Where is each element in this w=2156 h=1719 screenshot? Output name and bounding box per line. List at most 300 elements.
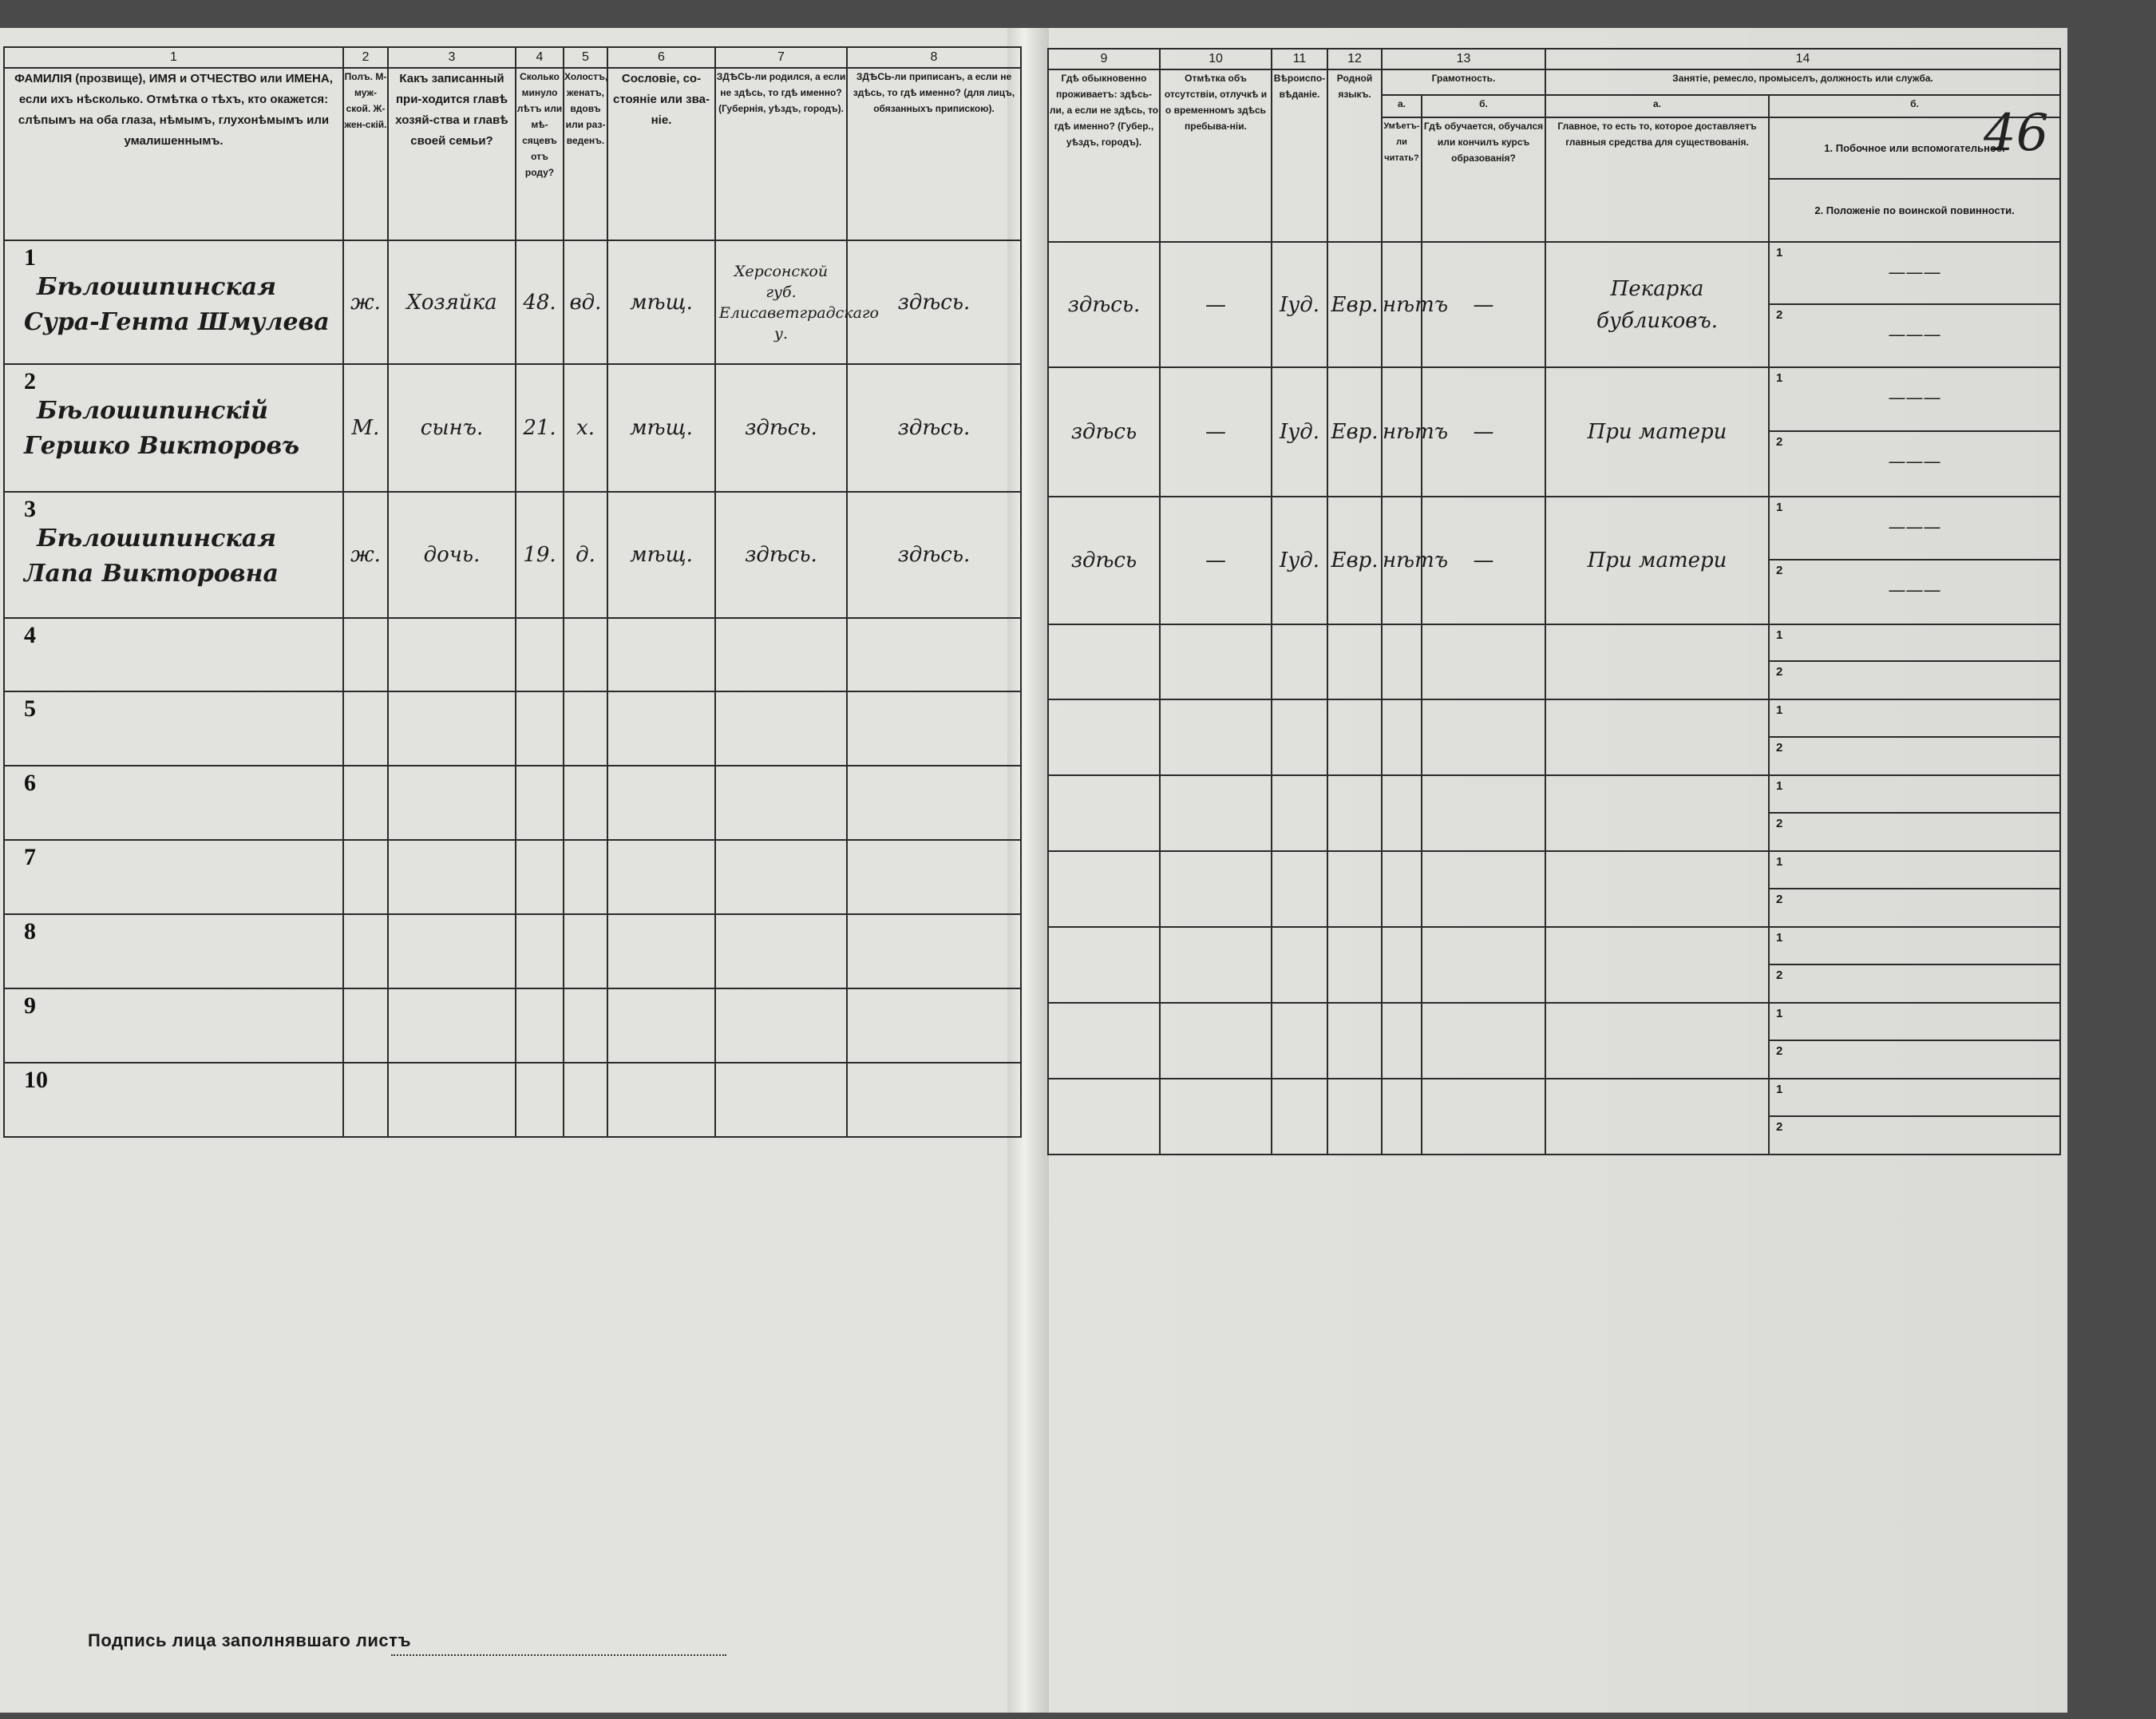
secondary-cell	[1769, 1079, 2060, 1155]
language-cell	[1327, 775, 1382, 851]
occupation-cell	[1545, 1003, 1769, 1079]
col-number: 6	[607, 47, 715, 68]
header-birthplace: ЗДѢСЬ-ли родился, а если не здѣсь, то гдѣ именно? (Губернія, уѣздъ, городъ).	[715, 68, 847, 240]
right-column-numbers	[1048, 49, 2060, 69]
age-cell	[516, 840, 564, 914]
age-cell	[516, 914, 564, 988]
literate-cell	[1382, 624, 1422, 699]
side-occupation-slot	[1770, 700, 2059, 738]
name-cell	[4, 492, 343, 618]
military-status-value: ———	[1888, 580, 1941, 600]
marital-cell	[564, 914, 607, 988]
registered-cell	[847, 1063, 1021, 1137]
military-status-slot	[1770, 560, 2059, 624]
language-cell	[1327, 927, 1382, 1003]
col-number: 4	[516, 47, 564, 68]
registered-value: здѣсь.	[897, 543, 971, 567]
birthplace-value: здѣсь.	[745, 543, 817, 567]
residence-cell	[1048, 927, 1160, 1003]
estate-cell	[607, 691, 715, 766]
residence-cell	[1048, 1003, 1160, 1079]
header-name: ФАМИЛІЯ (прозвище), ИМЯ и ОТЧЕСТВО или ИМЕНА, если ихъ нѣсколько. Отмѣтка о тѣхъ, кто окажется: слѣпымъ на оба глаза, нѣмымъ, глухонѣмымъ или умалишеннымъ.	[4, 68, 343, 240]
language-cell	[1327, 699, 1382, 775]
table-row	[1048, 497, 2060, 624]
table-row	[1048, 367, 2060, 497]
residence-value: здѣсь.	[1067, 292, 1141, 317]
residence-cell	[1048, 1079, 1160, 1155]
col-number: 2	[343, 47, 388, 68]
registered-cell	[847, 492, 1021, 618]
relation-cell	[388, 691, 516, 766]
sub-label: 1	[1776, 779, 1783, 793]
age-cell	[516, 364, 564, 492]
occupation-cell	[1545, 624, 1769, 699]
name-cell	[4, 240, 343, 364]
registered-value: здѣсь.	[897, 290, 971, 315]
education-cell	[1422, 1079, 1545, 1155]
military-status-slot	[1770, 738, 2059, 775]
occupation-cell	[1545, 775, 1769, 851]
table-row	[1048, 242, 2060, 367]
header-can-read: Умѣетъ-ли читать?	[1382, 117, 1422, 242]
left-page-table	[3, 46, 1022, 1138]
table-row	[1048, 1079, 2060, 1155]
registered-cell	[847, 914, 1021, 988]
row-number: 10	[24, 1067, 48, 1093]
age-cell	[516, 618, 564, 691]
marital-value: д.	[576, 543, 595, 567]
header-occupation-b-label: б.	[1769, 95, 2060, 117]
col-number: 7	[715, 47, 847, 68]
table-row	[4, 914, 1021, 988]
col-number: 9	[1048, 49, 1160, 69]
birthplace-value: здѣсь.	[745, 416, 817, 440]
header-literacy-b-label: б.	[1422, 95, 1545, 117]
sex-value: М.	[351, 416, 380, 440]
occupation-cell	[1545, 242, 1769, 367]
military-status-value: ———	[1888, 452, 1941, 472]
age-value: 21.	[523, 416, 556, 440]
education-cell	[1422, 775, 1545, 851]
relation-value: Хозяйка	[406, 290, 497, 315]
col-number: 10	[1160, 49, 1272, 69]
side-occupation-slot	[1770, 625, 2059, 662]
literate-cell	[1382, 927, 1422, 1003]
marital-cell	[564, 492, 607, 618]
residence-cell	[1048, 699, 1160, 775]
age-cell	[516, 1063, 564, 1137]
marital-value: вд.	[569, 290, 602, 315]
sub-label: 2	[1776, 740, 1783, 755]
relation-cell	[388, 914, 516, 988]
estate-cell	[607, 364, 715, 492]
row-number: 8	[24, 918, 36, 945]
language-cell	[1327, 242, 1382, 367]
row-number: 1	[24, 244, 36, 271]
name-cell	[4, 364, 343, 492]
absence-cell	[1160, 851, 1272, 927]
secondary-cell	[1769, 851, 2060, 927]
registered-cell	[847, 988, 1021, 1063]
sex-cell	[343, 691, 388, 766]
left-header-row	[4, 68, 1021, 240]
sub-label: 1	[1776, 1007, 1783, 1020]
literate-cell	[1382, 775, 1422, 851]
language-cell	[1327, 624, 1382, 699]
religion-cell	[1272, 775, 1327, 851]
age-value: 19.	[523, 543, 556, 567]
sub-label: 2	[1776, 968, 1783, 982]
birthplace-cell	[715, 840, 847, 914]
col-number: 3	[388, 47, 516, 68]
marital-cell	[564, 988, 607, 1063]
religion-cell	[1272, 851, 1327, 927]
literate-cell	[1382, 1003, 1422, 1079]
military-status-slot	[1770, 1041, 2059, 1079]
absence-cell	[1160, 624, 1272, 699]
relation-cell	[388, 364, 516, 492]
table-row	[4, 766, 1021, 840]
surname: Бѣлошипинскій	[37, 397, 268, 425]
relation-cell	[388, 766, 516, 840]
header-occupation: Занятіе, ремесло, промыселъ, должность или служба.	[1545, 69, 2060, 95]
marital-cell	[564, 840, 607, 914]
religion-cell	[1272, 624, 1327, 699]
relation-cell	[388, 840, 516, 914]
military-status-value: ———	[1888, 324, 1941, 345]
sub-label: 2	[1776, 665, 1783, 679]
secondary-cell	[1769, 775, 2060, 851]
age-cell	[516, 691, 564, 766]
side-occupation-slot	[1770, 368, 2059, 432]
birthplace-cell	[715, 914, 847, 988]
side-occupation-value: ———	[1888, 388, 1941, 408]
military-status-slot	[1770, 662, 2059, 699]
row-number: 3	[24, 496, 36, 522]
table-row	[4, 840, 1021, 914]
birthplace-cell	[715, 240, 879, 364]
residence-value: здѣсь	[1070, 549, 1137, 572]
relation-value: сынъ.	[420, 416, 484, 440]
table-row	[1048, 624, 2060, 699]
language-cell	[1327, 1079, 1382, 1155]
literate-cell	[1382, 1079, 1422, 1155]
occupation-cell	[1545, 927, 1769, 1003]
table-row	[1048, 851, 2060, 927]
sub-label: 2	[1776, 816, 1783, 830]
header-sex: Полъ. М-муж-ской. Ж-жен-скій.	[343, 68, 388, 240]
residence-cell	[1048, 851, 1160, 927]
sub-label: 2	[1776, 1119, 1783, 1134]
estate-cell	[607, 988, 715, 1063]
religion-cell	[1272, 497, 1327, 624]
marital-cell	[564, 691, 607, 766]
military-status-slot	[1770, 1117, 2059, 1155]
absence-cell	[1160, 1079, 1272, 1155]
relation-cell	[388, 492, 516, 618]
sub-label: 1	[1776, 855, 1783, 869]
sex-cell	[343, 914, 388, 988]
surname: Бѣлошипинская	[37, 273, 277, 301]
absence-value: —	[1205, 292, 1226, 317]
military-status-slot	[1770, 432, 2059, 496]
marital-cell	[564, 1063, 607, 1137]
military-status-slot	[1770, 889, 2059, 927]
birthplace-value: Херсонской губ. Елисаветградскаго у.	[719, 262, 879, 343]
name-cell	[4, 840, 343, 914]
registered-cell	[847, 364, 1021, 492]
sub-label: 1	[1776, 501, 1783, 514]
sex-cell	[343, 240, 388, 364]
right-page-table	[1047, 48, 2061, 1155]
language-cell	[1327, 497, 1382, 624]
sub-label: 1	[1776, 703, 1783, 717]
header-education: Гдѣ обучается, обучался или кончилъ курсъ образованія?	[1422, 117, 1545, 242]
absence-value: —	[1205, 549, 1226, 572]
language-value: Евр.	[1331, 292, 1379, 317]
sex-value: ж.	[350, 543, 381, 567]
table-row	[4, 691, 1021, 766]
literate-cell	[1382, 367, 1449, 497]
name-cell	[4, 766, 343, 840]
header-religion: Вѣроиспо-вѣданіе.	[1272, 69, 1327, 242]
religion-value: Іуд.	[1279, 292, 1320, 317]
header-literacy: Грамотность.	[1382, 69, 1545, 95]
secondary-cell	[1769, 927, 2060, 1003]
estate-value: мѣщ.	[630, 416, 693, 440]
header-estate: Сословіе, со-стояніе или зва-ніе.	[607, 68, 715, 240]
sex-cell	[343, 618, 388, 691]
birthplace-cell	[715, 1063, 847, 1137]
absence-cell	[1160, 927, 1272, 1003]
residence-cell	[1048, 775, 1160, 851]
literate-cell	[1382, 851, 1422, 927]
birthplace-cell	[715, 691, 847, 766]
language-value: Евр.	[1331, 549, 1379, 572]
occupation-cell	[1545, 699, 1769, 775]
registered-cell	[847, 618, 1021, 691]
sex-cell	[343, 766, 388, 840]
sub-label: 1	[1776, 371, 1783, 385]
secondary-cell	[1769, 1003, 2060, 1079]
row-number: 4	[24, 622, 36, 648]
relation-value: дочь.	[423, 543, 481, 567]
estate-cell	[607, 492, 715, 618]
col-number: 13	[1382, 49, 1545, 69]
education-value: —	[1473, 420, 1494, 444]
page-number: 46	[1984, 104, 2049, 163]
relation-cell	[388, 240, 516, 364]
table-row	[4, 492, 1021, 618]
table-row	[4, 1063, 1021, 1137]
sex-cell	[343, 1063, 388, 1137]
literate-value: нѣтъ	[1383, 292, 1449, 317]
given-names: Гершко Викторовъ	[24, 432, 299, 460]
header-registered: ЗДѢСЬ-ли приписанъ, а если не здѣсь, то гдѣ именно? (для лицъ, обязанныхъ припискою).	[847, 68, 1021, 240]
header-military-status: 2. Положеніе по воинской повинности.	[1814, 204, 2015, 216]
table-row	[4, 364, 1021, 492]
table-row	[1048, 927, 2060, 1003]
table-row	[4, 240, 1021, 364]
estate-cell	[607, 1063, 715, 1137]
education-value: —	[1473, 292, 1494, 317]
residence-cell	[1048, 367, 1160, 497]
religion-cell	[1272, 367, 1327, 497]
side-occupation-slot	[1770, 497, 2059, 560]
marital-value: х.	[576, 416, 595, 440]
right-header-groups	[1048, 69, 2060, 95]
side-occupation-slot	[1770, 776, 2059, 814]
left-column-numbers	[4, 47, 1021, 68]
sub-label: 1	[1776, 1083, 1783, 1096]
relation-cell	[388, 618, 516, 691]
literate-cell	[1382, 497, 1449, 624]
col-number: 12	[1327, 49, 1382, 69]
header-secondary	[1769, 117, 2060, 242]
sub-label: 1	[1776, 246, 1783, 259]
age-cell	[516, 988, 564, 1063]
col-number: 5	[564, 47, 607, 68]
marital-cell	[564, 766, 607, 840]
religion-cell	[1272, 1079, 1327, 1155]
residence-value: здѣсь	[1070, 420, 1137, 444]
header-residence: Гдѣ обыкновенно проживаетъ: здѣсь-ли, а если не здѣсь, то гдѣ именно? (Губер., уѣздъ, городъ).	[1048, 69, 1160, 242]
row-number: 7	[24, 844, 36, 870]
header-literacy-a-label: а.	[1382, 95, 1422, 117]
occupation-cell	[1545, 497, 1769, 624]
education-value: —	[1473, 549, 1494, 572]
religion-cell	[1272, 242, 1327, 367]
surname: Бѣлошипинская	[37, 525, 277, 553]
side-occupation-value: ———	[1888, 263, 1941, 283]
residence-cell	[1048, 624, 1160, 699]
language-value: Евр.	[1331, 420, 1379, 444]
absence-cell	[1160, 1003, 1272, 1079]
name-cell	[4, 1063, 343, 1137]
estate-value: мѣщ.	[630, 543, 693, 567]
residence-cell	[1048, 242, 1160, 367]
side-occupation-value: ———	[1888, 517, 1941, 537]
header-absence: Отмѣтка объ отсутствіи, отлучкѣ и о временномъ здѣсь пребыва-ніи.	[1160, 69, 1272, 242]
birthplace-cell	[715, 766, 847, 840]
religion-cell	[1272, 699, 1327, 775]
marital-cell	[564, 240, 607, 364]
table-row	[1048, 699, 2060, 775]
birthplace-cell	[715, 988, 847, 1063]
sub-label: 2	[1776, 435, 1783, 449]
registered-cell	[847, 840, 1021, 914]
header-language: Родной языкъ.	[1327, 69, 1382, 242]
sex-cell	[343, 492, 388, 618]
row-number: 2	[24, 368, 36, 394]
header-relation: Какъ записанный при-ходится главѣ хозяй-ства и главѣ своей семьи?	[388, 68, 516, 240]
military-status-slot	[1770, 305, 2059, 367]
education-cell	[1422, 699, 1545, 775]
name-cell	[4, 988, 343, 1063]
age-cell	[516, 766, 564, 840]
education-cell	[1422, 851, 1545, 927]
education-cell	[1422, 927, 1545, 1003]
registered-value: здѣсь.	[897, 416, 971, 440]
education-cell	[1422, 624, 1545, 699]
sex-cell	[343, 840, 388, 914]
estate-cell	[607, 840, 715, 914]
name-cell	[4, 618, 343, 691]
sub-label: 2	[1776, 1044, 1783, 1058]
literate-cell	[1382, 699, 1422, 775]
side-occupation-slot	[1770, 1079, 2059, 1117]
religion-cell	[1272, 927, 1327, 1003]
col-number: 11	[1272, 49, 1327, 69]
relation-cell	[388, 1063, 516, 1137]
marital-cell	[564, 618, 607, 691]
age-value: 48.	[523, 290, 556, 315]
row-number: 9	[24, 992, 36, 1019]
birthplace-cell	[715, 364, 847, 492]
sex-value: ж.	[350, 290, 381, 315]
name-cell	[4, 691, 343, 766]
military-status-slot	[1770, 965, 2059, 1003]
occupation-cell	[1545, 851, 1769, 927]
table-row	[4, 618, 1021, 691]
sub-label: 1	[1776, 931, 1783, 945]
name-cell	[4, 914, 343, 988]
registered-cell	[847, 240, 1021, 364]
religion-value: Іуд.	[1279, 420, 1320, 444]
birthplace-cell	[715, 492, 847, 618]
side-occupation-slot	[1770, 852, 2059, 889]
sub-label: 2	[1776, 564, 1783, 577]
side-occupation-slot	[1770, 1004, 2059, 1041]
absence-cell	[1160, 242, 1272, 367]
header-marital: Холостъ, женатъ, вдовъ или раз-веденъ.	[564, 68, 607, 240]
sub-label: 1	[1776, 628, 1783, 642]
absence-cell	[1160, 699, 1272, 775]
age-cell	[516, 240, 564, 364]
sub-label: 2	[1776, 307, 1783, 322]
estate-cell	[607, 766, 715, 840]
absence-cell	[1160, 775, 1272, 851]
secondary-cell	[1769, 699, 2060, 775]
registered-cell	[847, 691, 1021, 766]
occupation-value: При матери	[1587, 549, 1727, 572]
literate-value: нѣтъ	[1383, 420, 1449, 444]
table-row	[1048, 1003, 2060, 1079]
occupation-value: Пекарка бубликовъ.	[1596, 276, 1719, 333]
literate-cell	[1382, 242, 1449, 367]
age-cell	[516, 492, 564, 618]
table-row	[1048, 775, 2060, 851]
occupation-cell	[1545, 1079, 1769, 1155]
header-main-occupation: Главное, то есть то, которое доставляетъ главныя средства для существованія.	[1545, 117, 1769, 242]
language-cell	[1327, 367, 1382, 497]
col-number: 14	[1545, 49, 2060, 69]
occupation-cell	[1545, 367, 1769, 497]
side-occupation-slot	[1770, 928, 2059, 965]
col-number: 1	[4, 47, 343, 68]
secondary-cell	[1769, 624, 2060, 699]
marital-cell	[564, 364, 607, 492]
military-status-slot	[1770, 814, 2059, 851]
residence-cell	[1048, 497, 1160, 624]
row-number: 5	[24, 695, 36, 722]
language-cell	[1327, 1003, 1382, 1079]
table-row	[4, 988, 1021, 1063]
religion-value: Іуд.	[1279, 549, 1320, 572]
absence-value: —	[1205, 420, 1226, 444]
estate-cell	[607, 618, 715, 691]
absence-cell	[1160, 497, 1272, 624]
